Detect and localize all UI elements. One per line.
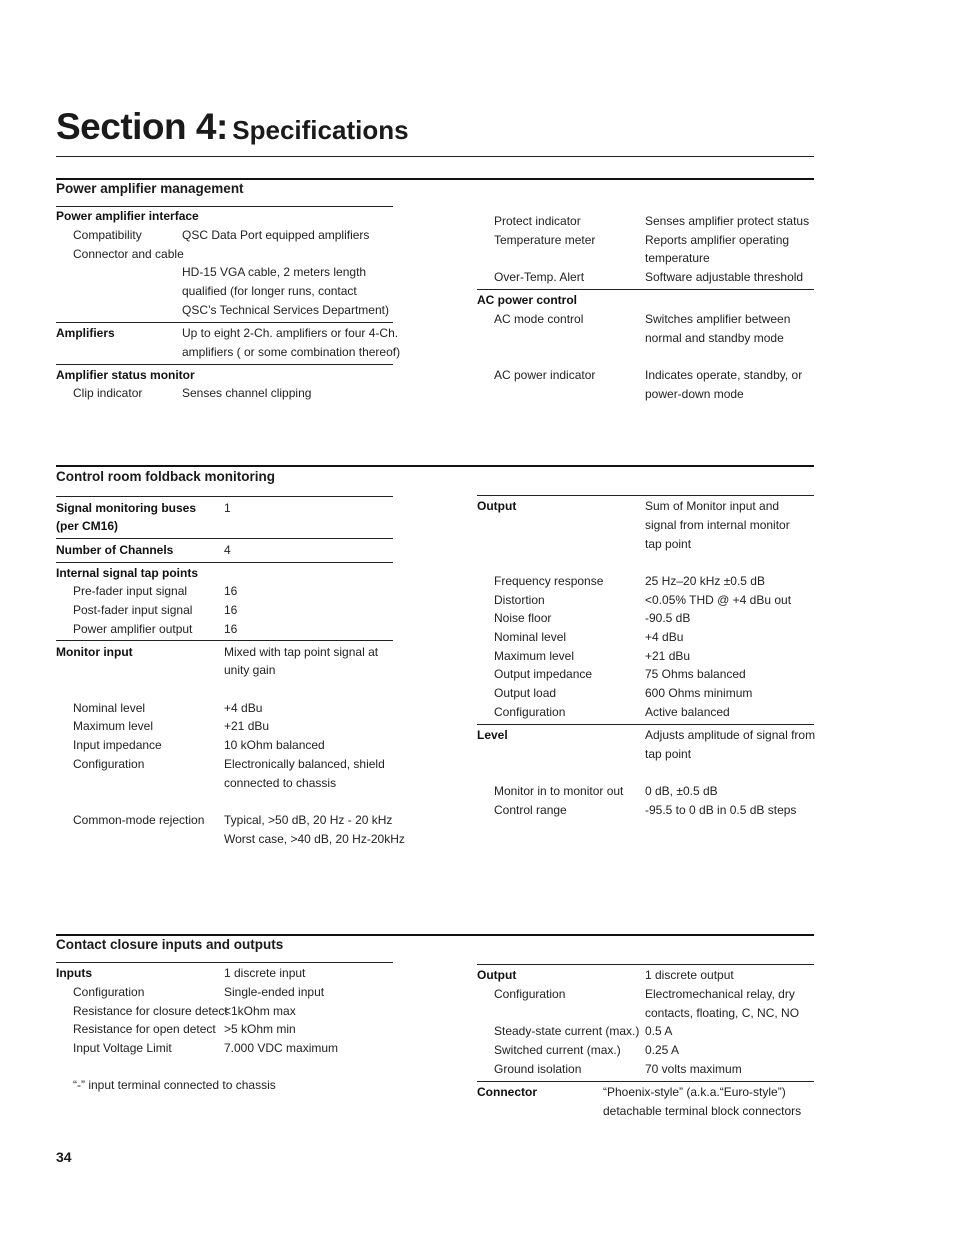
connector-label: Connector (477, 1085, 537, 1099)
temp-label: Temperature meter (494, 233, 596, 247)
cmr-value: Worst case, >40 dB, 20 Hz-20kHz (224, 832, 405, 846)
voltage-value: 7.000 VDC maximum (224, 1041, 339, 1055)
closure-value: <1kOhm max (224, 1004, 296, 1018)
input-config-value: Single-ended input (224, 985, 325, 999)
output-label: Output (477, 499, 517, 513)
connector-label: Connector and cable (73, 247, 184, 261)
acmode-label: AC mode control (494, 312, 584, 326)
out-impedance-value: 75 Ohms balanced (645, 667, 746, 681)
compat-value: QSC Data Port equipped amplifiers (182, 228, 370, 242)
tap-points-label: Internal signal tap points (56, 566, 199, 580)
connector-value: detachable terminal block connectors (603, 1104, 802, 1118)
channels-value: 4 (224, 543, 231, 557)
power-section-heading: Power amplifier management (56, 181, 244, 196)
switched-current-value: 0.25 A (645, 1043, 680, 1057)
buses-label: (per CM16) (56, 519, 119, 533)
input-config-label: Configuration (73, 985, 145, 999)
monitor-gain-value: 0 dB, ±0.5 dB (645, 784, 718, 798)
out-max-label: Maximum level (494, 649, 575, 663)
protect-label: Protect indicator (494, 214, 581, 228)
distortion-label: Distortion (494, 593, 545, 607)
connector-value: “Phoenix-style” (a.k.a.“Euro-style”) (603, 1085, 786, 1099)
power-divider (56, 322, 393, 323)
out-nominal-value: +4 dBu (645, 630, 684, 644)
amplifiers-value: amplifiers ( or some combination thereof) (182, 345, 401, 359)
ground-value: 70 volts maximum (645, 1062, 742, 1076)
connector-value: HD-15 VGA cable, 2 meters length (182, 265, 367, 279)
power-interface-label: Power amplifier interface (56, 209, 199, 223)
section-name: Specifications (232, 115, 409, 145)
protect-value: Senses amplifier protect status (645, 214, 810, 228)
control-range-value: -95.5 to 0 dB in 0.5 dB steps (645, 803, 797, 817)
acmode-value: Switches amplifier between (645, 312, 791, 326)
ampout-value: 16 (224, 622, 238, 636)
in-impedance-value: 10 kOhm balanced (224, 738, 325, 752)
out-config-label: Configuration (494, 705, 566, 719)
control-divider (477, 495, 814, 496)
status-monitor-label: Amplifier status monitor (56, 368, 195, 382)
amplifiers-value: Up to eight 2-Ch. amplifiers or four 4-Ch. (182, 326, 399, 340)
connector-value: qualified (for longer runs, contact (182, 284, 357, 298)
title-rule (56, 156, 814, 157)
noise-label: Noise floor (494, 611, 552, 625)
cmr-label: Common-mode rejection (73, 813, 205, 827)
ampout-label: Power amplifier output (73, 622, 193, 636)
control-divider (56, 538, 393, 539)
power-section-rule (56, 178, 814, 180)
switched-current-label: Switched current (max.) (494, 1043, 621, 1057)
in-impedance-label: Input impedance (73, 738, 162, 752)
output-value: signal from internal monitor (645, 518, 790, 532)
in-config-value: connected to chassis (224, 776, 337, 790)
amplifiers-label: Amplifiers (56, 326, 115, 340)
output-config-value: Electromechanical relay, dry (645, 987, 795, 1001)
contact-section-heading: Contact closure inputs and outputs (56, 937, 284, 952)
control-divider (56, 640, 393, 641)
distortion-value: <0.05% THD @ +4 dBu out (645, 593, 792, 607)
out-load-value: 600 Ohms minimum (645, 686, 753, 700)
acind-value: power-down mode (645, 387, 744, 401)
prefader-label: Pre-fader input signal (73, 584, 188, 598)
control-divider (477, 724, 814, 725)
open-value: >5 kOhm min (224, 1022, 296, 1036)
contact-divider (477, 964, 814, 965)
control-divider (56, 562, 393, 563)
in-max-value: +21 dBu (224, 719, 270, 733)
clip-value: Senses channel clipping (182, 386, 312, 400)
closure-label: Resistance for closure detect (73, 1004, 228, 1018)
noise-value: -90.5 dB (645, 611, 691, 625)
temp-value: Reports amplifier operating (645, 233, 790, 247)
contact-section-rule (56, 934, 814, 936)
output-config-value: contacts, floating, C, NC, NO (645, 1006, 800, 1020)
cmr-value: Typical, >50 dB, 20 Hz - 20 kHz (224, 813, 393, 827)
control-section-heading: Control room foldback monitoring (56, 469, 275, 484)
compat-label: Compatibility (73, 228, 142, 242)
out-load-label: Output load (494, 686, 557, 700)
contact-divider (56, 962, 393, 963)
control-range-label: Control range (494, 803, 567, 817)
acind-label: AC power indicator (494, 368, 596, 382)
inputs-label: Inputs (56, 966, 92, 980)
contact-output-value: 1 discrete output (645, 968, 734, 982)
inputs-value: 1 discrete input (224, 966, 306, 980)
overtemp-label: Over-Temp. Alert (494, 270, 585, 284)
channels-label: Number of Channels (56, 543, 174, 557)
postfader-label: Post-fader input signal (73, 603, 193, 617)
terminal-note: “-” input terminal connected to chassis (73, 1078, 276, 1092)
freq-value: 25 Hz–20 kHz ±0.5 dB (645, 574, 765, 588)
clip-label: Clip indicator (73, 386, 143, 400)
monitor-input-value: Mixed with tap point signal at (224, 645, 379, 659)
in-config-label: Configuration (73, 757, 145, 771)
out-nominal-label: Nominal level (494, 630, 567, 644)
level-label: Level (477, 728, 508, 742)
acmode-value: normal and standby mode (645, 331, 784, 345)
in-nominal-label: Nominal level (73, 701, 146, 715)
page-title (56, 108, 409, 145)
overtemp-value: Software adjustable threshold (645, 270, 804, 284)
level-value: Adjusts amplitude of signal from (645, 728, 816, 742)
control-section-rule (56, 465, 814, 467)
prefader-value: 16 (224, 584, 238, 598)
ground-label: Ground isolation (494, 1062, 582, 1076)
section-number: Section 4: (56, 106, 228, 147)
acind-value: Indicates operate, standby, or (645, 368, 803, 382)
power-divider (56, 364, 393, 365)
monitor-gain-label: Monitor in to monitor out (494, 784, 624, 798)
out-config-value: Active balanced (645, 705, 730, 719)
output-value: tap point (645, 537, 692, 551)
in-config-value: Electronically balanced, shield (224, 757, 385, 771)
in-max-label: Maximum level (73, 719, 154, 733)
monitor-input-label: Monitor input (56, 645, 133, 659)
buses-value: 1 (224, 501, 231, 515)
in-nominal-value: +4 dBu (224, 701, 263, 715)
control-divider (56, 496, 393, 497)
steady-current-value: 0.5 A (645, 1024, 673, 1038)
open-label: Resistance for open detect (73, 1022, 216, 1036)
buses-label: Signal monitoring buses (56, 501, 197, 515)
postfader-value: 16 (224, 603, 238, 617)
temp-value: temperature (645, 251, 710, 265)
contact-divider (477, 1081, 814, 1082)
freq-label: Frequency response (494, 574, 604, 588)
out-impedance-label: Output impedance (494, 667, 593, 681)
level-value: tap point (645, 747, 692, 761)
output-config-label: Configuration (494, 987, 566, 1001)
ac-power-label: AC power control (477, 293, 578, 307)
steady-current-label: Steady-state current (max.) (494, 1024, 640, 1038)
contact-output-label: Output (477, 968, 517, 982)
voltage-label: Input Voltage Limit (73, 1041, 172, 1055)
connector-value: QSC’s Technical Services Department) (182, 303, 389, 317)
page-number: 34 (56, 1149, 72, 1165)
out-max-value: +21 dBu (645, 649, 691, 663)
monitor-input-value: unity gain (224, 663, 276, 677)
power-divider (477, 289, 814, 290)
output-value: Sum of Monitor input and (645, 499, 780, 513)
